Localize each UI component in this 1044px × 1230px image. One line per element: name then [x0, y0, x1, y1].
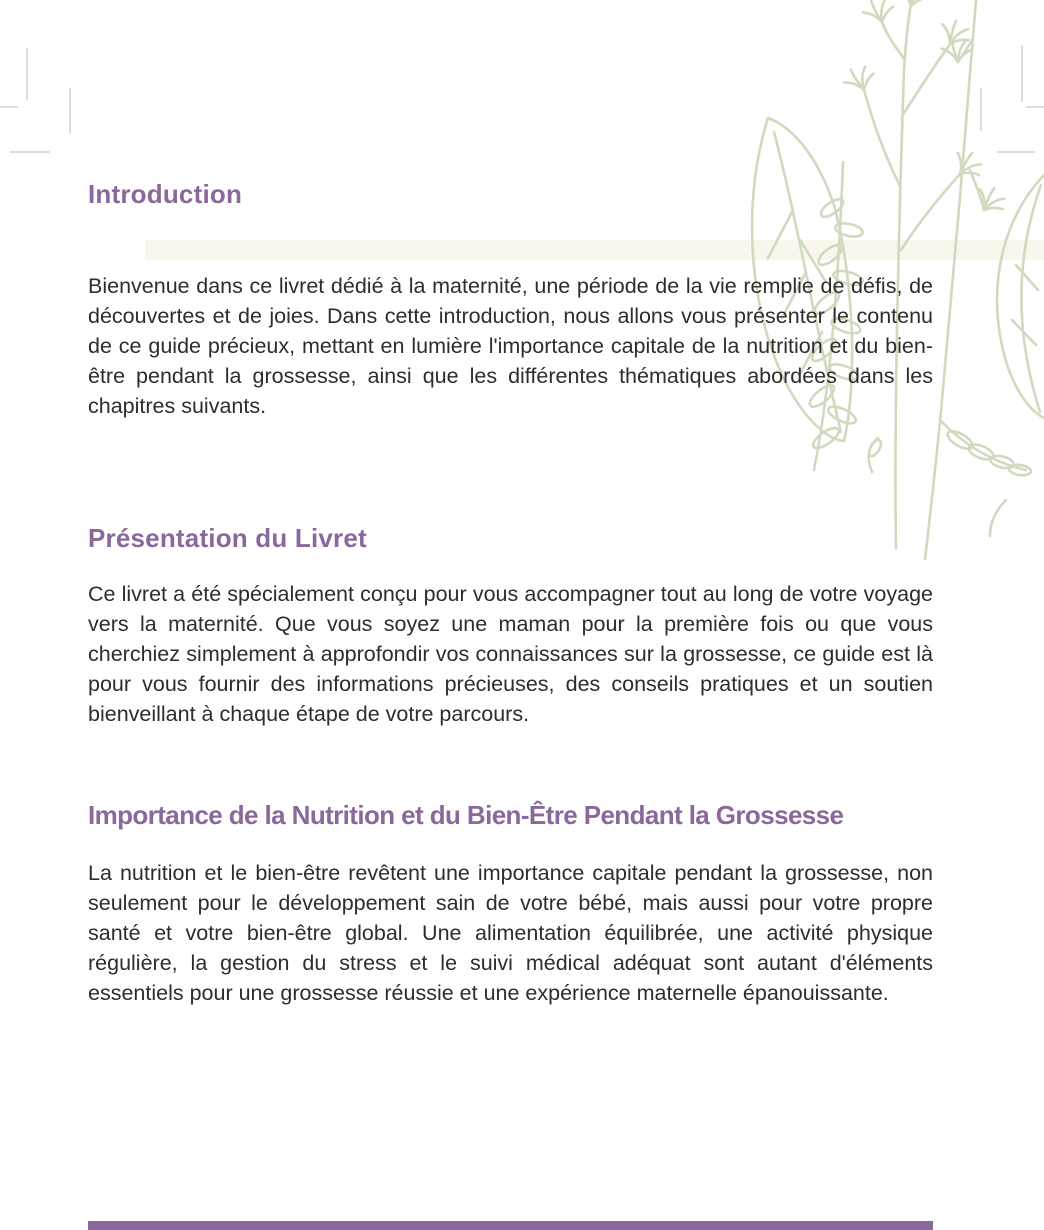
- edge-leaf-drawing: [997, 175, 1044, 418]
- section-heading-introduction: Introduction: [88, 179, 243, 209]
- section-heading-presentation: Présentation du Livret: [88, 523, 367, 553]
- trim-mark: [0, 106, 18, 108]
- trim-mark: [26, 48, 28, 100]
- paragraph-presentation: Ce livret a été spécialement conçu pour vous accompagner tout au long de votre voyage vers la maternité. Que vous soyez une maman pour la première fois ou que vous cherchiez simplement à approfondir vos connaissances sur la grossesse, ce guide est là pour vous fournir des informations précieuses, des conseils pratiques et un soutien bienveillant à chaque étape de votre parcours.: [88, 582, 933, 726]
- sprout-drawing: [867, 438, 884, 472]
- trim-mark: [69, 88, 71, 133]
- section-heading-importance: Importance de la Nutrition et du Bien-Être Pendant la Grossesse: [88, 800, 844, 830]
- paragraph-importance: La nutrition et le bien-être revêtent une importance capitale pendant la grossesse, non seulement pour le développement sain de votre bébé, mais aussi pour votre propre santé et votre bien-être global. Une alimentation équilibrée, une activité physique régulière, la gestion du stress et le suivi médical adéquat sont autant d'éléments essentiels pour une grossesse réussie et une expérience maternelle épanouissante.: [88, 861, 933, 1005]
- paragraph-introduction: Bienvenue dans ce livret dédié à la maternité, une période de la vie remplie de défis, de découvertes et de joies. Dans cette introduction, nous allons vous présenter le contenu de ce guide précieux, mettant en lumière l'importance capitale de la nutrition et du bien-être pendant la grossesse, ainsi que les différentes thématiques abordées dans les chapitres suivants.: [88, 274, 933, 418]
- bottom-accent-bar: [88, 1221, 933, 1230]
- trim-mark: [10, 151, 50, 153]
- right-stem-drawing: [925, 0, 1032, 560]
